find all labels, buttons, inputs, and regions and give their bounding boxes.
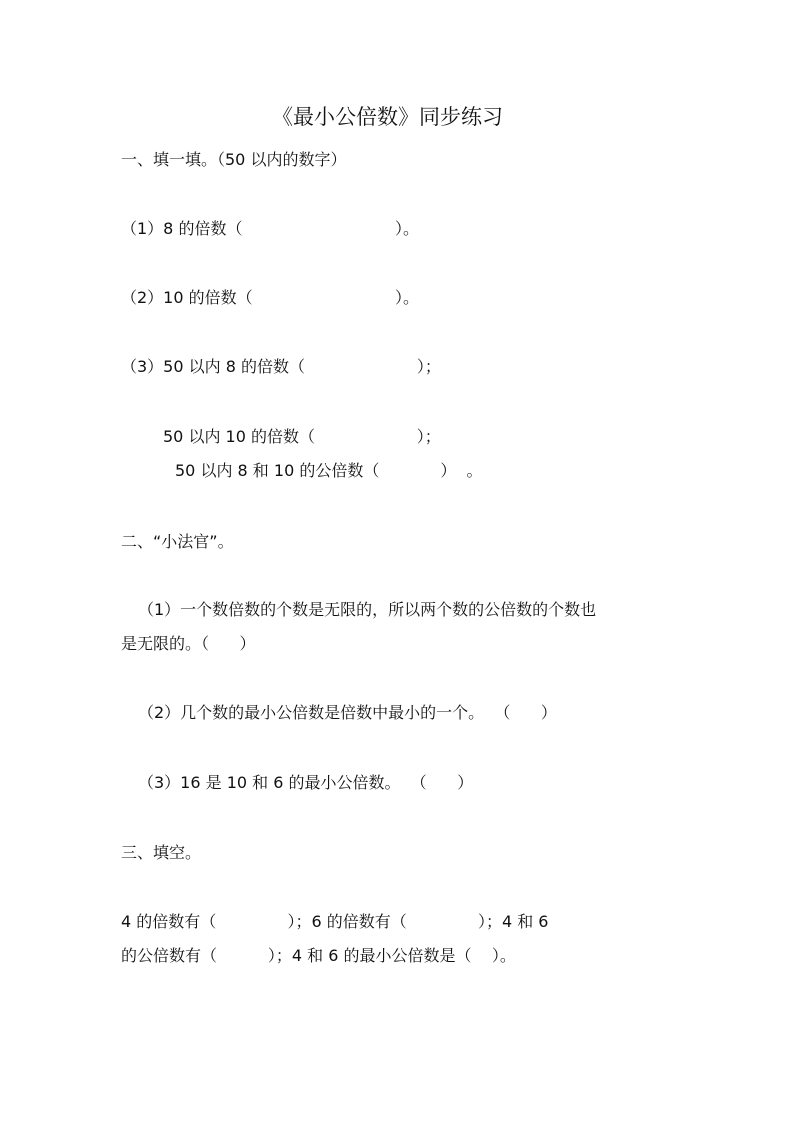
question-1-3b: 50 以内 10 的倍数（ ）； [163, 427, 441, 446]
fill-line-2: 的公倍数有（ ）；4 和 6 的最小公倍数是（ ）。 [121, 946, 516, 965]
section1-heading: 一、填一填。（50 以内的数字） [121, 150, 347, 169]
question-1-3c: 50 以内 8 和 10 的公倍数（ ） 。 [175, 461, 483, 480]
page-title: 《最小公倍数》同步练习 [272, 105, 503, 129]
question-2-2: （2）几个数的最小公倍数是倍数中最小的一个。 （ ） [138, 703, 557, 722]
section3-heading: 三、填空。 [121, 843, 202, 862]
fill-line-1: 4 的倍数有（ ）；6 的倍数有（ ）；4 和 6 [121, 912, 549, 931]
section2-heading: 二、“小法官”。 [121, 532, 234, 551]
question-1-3: （3）50 以内 8 的倍数（ ）； [121, 357, 441, 376]
question-2-3: （3）16 是 10 和 6 的最小公倍数。 （ ） [138, 773, 474, 792]
question-1-1: （1）8 的倍数（ ）。 [121, 219, 420, 238]
question-2-1-line1: （1）一个数倍数的个数是无限的，所以两个数的公倍数的个数也 [138, 600, 597, 619]
question-1-2: （2）10 的倍数（ ）。 [121, 288, 420, 307]
question-2-1-line2: 是无限的。（ ） [121, 634, 256, 653]
